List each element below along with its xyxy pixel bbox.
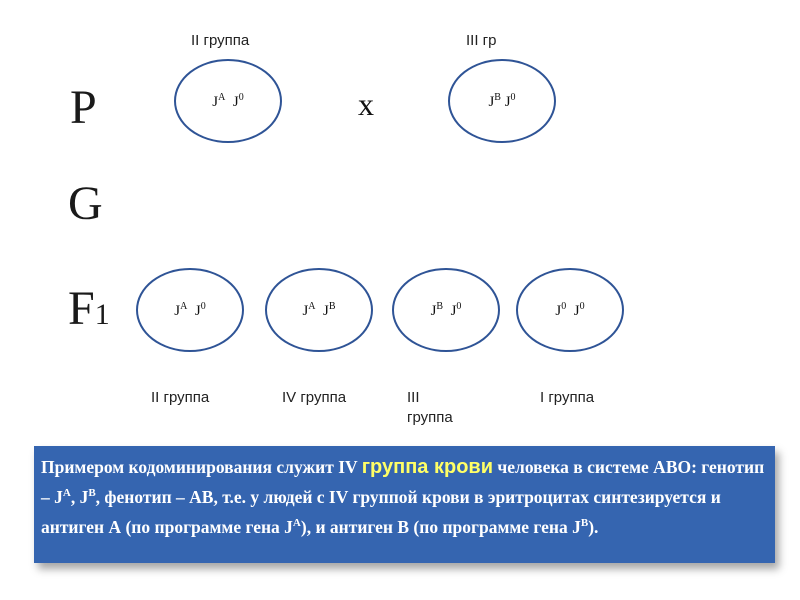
info-box xyxy=(34,446,775,563)
row-label-f-subscript: 1 xyxy=(94,298,110,331)
offspring-3-group-label-line2: группа xyxy=(407,409,453,426)
offspring-3-genotype: $J^B$ $J^0$ xyxy=(430,300,462,319)
parent-2-group-label: III гр xyxy=(466,32,497,49)
row-label-p: P xyxy=(70,81,97,134)
cross-symbol: x xyxy=(358,86,374,122)
offspring-4-group-label: I группа xyxy=(540,389,595,406)
info-text-2: человека в системе АВО: генотип – J xyxy=(41,457,765,507)
info-text-5: ), и антиген В (по программе гена J xyxy=(300,516,581,537)
info-sup-b: B xyxy=(88,487,96,499)
info-text-1: Примером кодоминирования служит IV xyxy=(41,457,362,477)
parent-1-group-label: II группа xyxy=(191,32,250,49)
offspring-3-oval xyxy=(392,268,500,352)
offspring-3-group-label-line1: III xyxy=(407,389,420,406)
parent-1-oval xyxy=(174,59,282,143)
offspring-4-oval xyxy=(516,268,624,352)
info-text-3: , J xyxy=(70,486,89,507)
info-sup-a: A xyxy=(62,487,71,499)
offspring-1-oval xyxy=(136,268,244,352)
offspring-2-group-label: IV группа xyxy=(282,389,347,406)
row-label-f: F xyxy=(68,282,95,335)
row-label-g: G xyxy=(68,177,103,230)
parent-1-genotype: $J^A$ $J^0$ xyxy=(212,91,244,110)
info-highlight: группа крови xyxy=(361,456,493,478)
info-text-6: ). xyxy=(588,516,599,537)
offspring-3-group-label xyxy=(407,388,453,428)
info-text-4: , фенотип – АВ, т.е. у людей с IV группой крови в эритроцитах синтезируется и антиген А (по программе гена J xyxy=(41,486,721,537)
parent-2-genotype: $J^B$ $J^0$ xyxy=(488,91,516,110)
offspring-4-genotype: $J^0$ $J^0$ xyxy=(555,300,585,319)
offspring-2-oval xyxy=(265,268,373,352)
info-sup-b2: B xyxy=(580,516,589,529)
offspring-1-group-label: II группа xyxy=(151,389,210,406)
parent-2-oval xyxy=(448,59,556,143)
offspring-1-genotype: $J^A$ $J^0$ xyxy=(174,300,206,319)
info-sup-a2: A xyxy=(292,516,301,529)
offspring-2-genotype: $J^A$ $J^B$ xyxy=(302,300,336,319)
row-label-f1 xyxy=(68,282,110,335)
